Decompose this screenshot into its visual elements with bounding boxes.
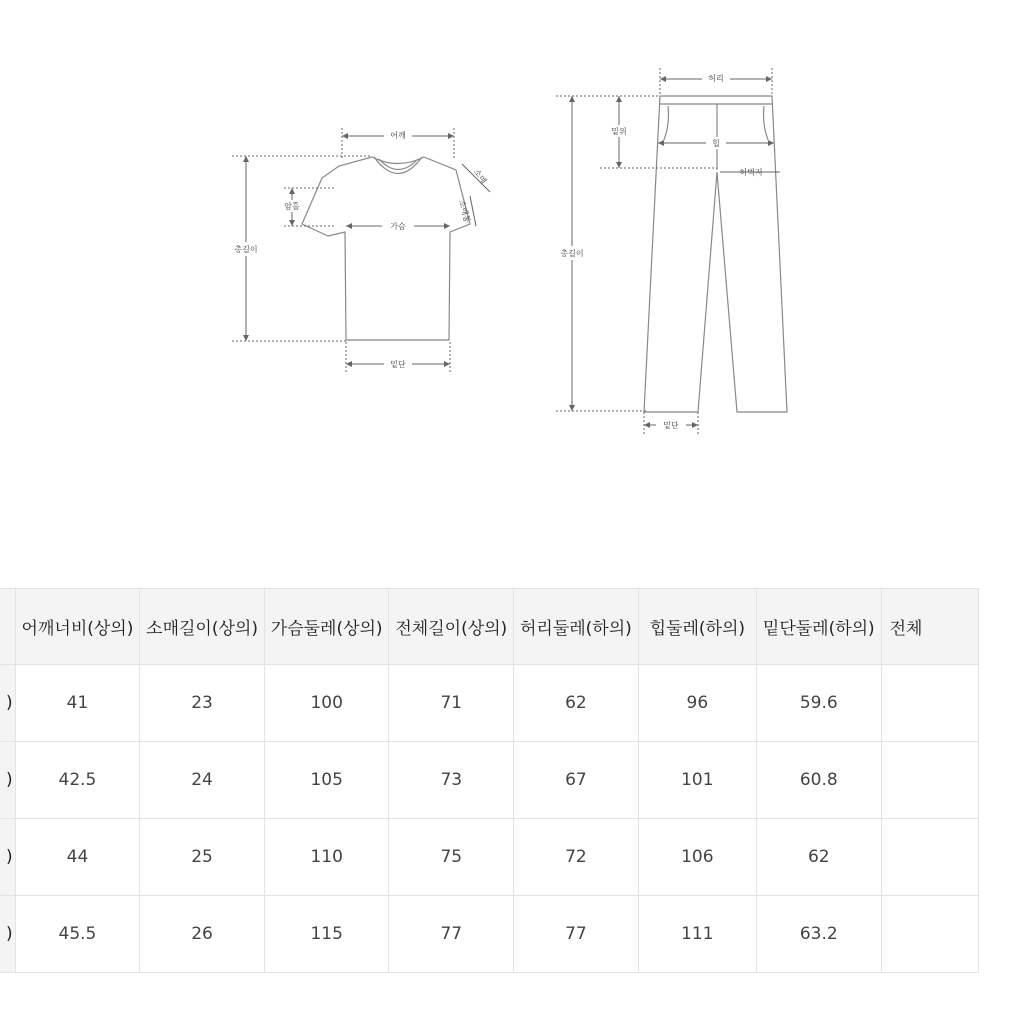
table-cell: 72 — [514, 819, 639, 896]
table-cell: 62 — [514, 665, 639, 742]
table-row — [0, 742, 979, 819]
table-header-row — [0, 589, 979, 665]
size-table — [0, 588, 979, 973]
shirt-armhole-label: 암홀 — [284, 202, 300, 211]
table-cell: 59.6 — [756, 665, 881, 742]
table-cell: 42.5 — [15, 742, 140, 819]
table-cell: 67 — [514, 742, 639, 819]
shirt-sleeve-label: 소매 — [471, 167, 489, 186]
header-total: 전체 — [881, 589, 978, 665]
pants-total-length-label: 총길이 — [560, 249, 584, 258]
header-top-length: 전체길이(상의) — [389, 589, 514, 665]
table-cell: 110 — [264, 819, 389, 896]
header-chest: 가슴둘레(상의) — [264, 589, 389, 665]
tshirt-figure — [302, 157, 470, 340]
table-row — [0, 819, 979, 896]
table-cell: 77 — [389, 896, 514, 973]
table-row — [0, 665, 979, 742]
table-cell: 23 — [140, 665, 265, 742]
shirt-shoulder-label: 어깨 — [390, 131, 406, 140]
table-cell — [881, 742, 978, 819]
row-size-label: ) — [0, 665, 15, 742]
shirt-sleeve-cuff-label: 소매통 — [457, 198, 472, 224]
shirt-hem-label: 밑단 — [390, 360, 406, 369]
table-cell: 106 — [638, 819, 756, 896]
header-shoulder-width: 어깨너비(상의) — [15, 589, 140, 665]
table-cell: 41 — [15, 665, 140, 742]
row-size-label: ) — [0, 896, 15, 973]
table-cell: 71 — [389, 665, 514, 742]
table-cell: 63.2 — [756, 896, 881, 973]
table-cell: 77 — [514, 896, 639, 973]
table-cell: 101 — [638, 742, 756, 819]
table-cell: 44 — [15, 819, 140, 896]
header-waist: 허리둘레(하의) — [514, 589, 639, 665]
table-cell: 111 — [638, 896, 756, 973]
pants-waist-label: 허리 — [708, 74, 724, 83]
table-cell: 105 — [264, 742, 389, 819]
table-cell: 24 — [140, 742, 265, 819]
shirt-total-length-label: 총길이 — [234, 245, 258, 254]
table-cell — [881, 665, 978, 742]
table-cell: 45.5 — [15, 896, 140, 973]
table-cell: 62 — [756, 819, 881, 896]
table-cell: 26 — [140, 896, 265, 973]
table-cell: 75 — [389, 819, 514, 896]
table-cell: 25 — [140, 819, 265, 896]
table-cell: 115 — [264, 896, 389, 973]
pants-rise-label: 밑위 — [611, 127, 627, 136]
header-hem: 밑단둘레(하의) — [756, 589, 881, 665]
table-cell: 100 — [264, 665, 389, 742]
table-cell — [881, 819, 978, 896]
measurement-diagram-svg — [0, 0, 1013, 470]
table-cell: 60.8 — [756, 742, 881, 819]
row-size-label: ) — [0, 742, 15, 819]
pants-thigh-label: 허벅지 — [739, 168, 763, 177]
shirt-chest-label: 가슴 — [390, 222, 406, 231]
table-cell — [881, 896, 978, 973]
row-size-label: ) — [0, 819, 15, 896]
header-corner — [0, 589, 15, 665]
header-hip: 힙둘레(하의) — [638, 589, 756, 665]
table-cell: 73 — [389, 742, 514, 819]
pants-hip-label: 힙 — [712, 139, 720, 148]
pants-hem-label: 밑단 — [663, 421, 679, 430]
table-row — [0, 896, 979, 973]
table-cell: 96 — [638, 665, 756, 742]
measurement-diagram — [0, 0, 1013, 470]
header-sleeve-length: 소매길이(상의) — [140, 589, 265, 665]
